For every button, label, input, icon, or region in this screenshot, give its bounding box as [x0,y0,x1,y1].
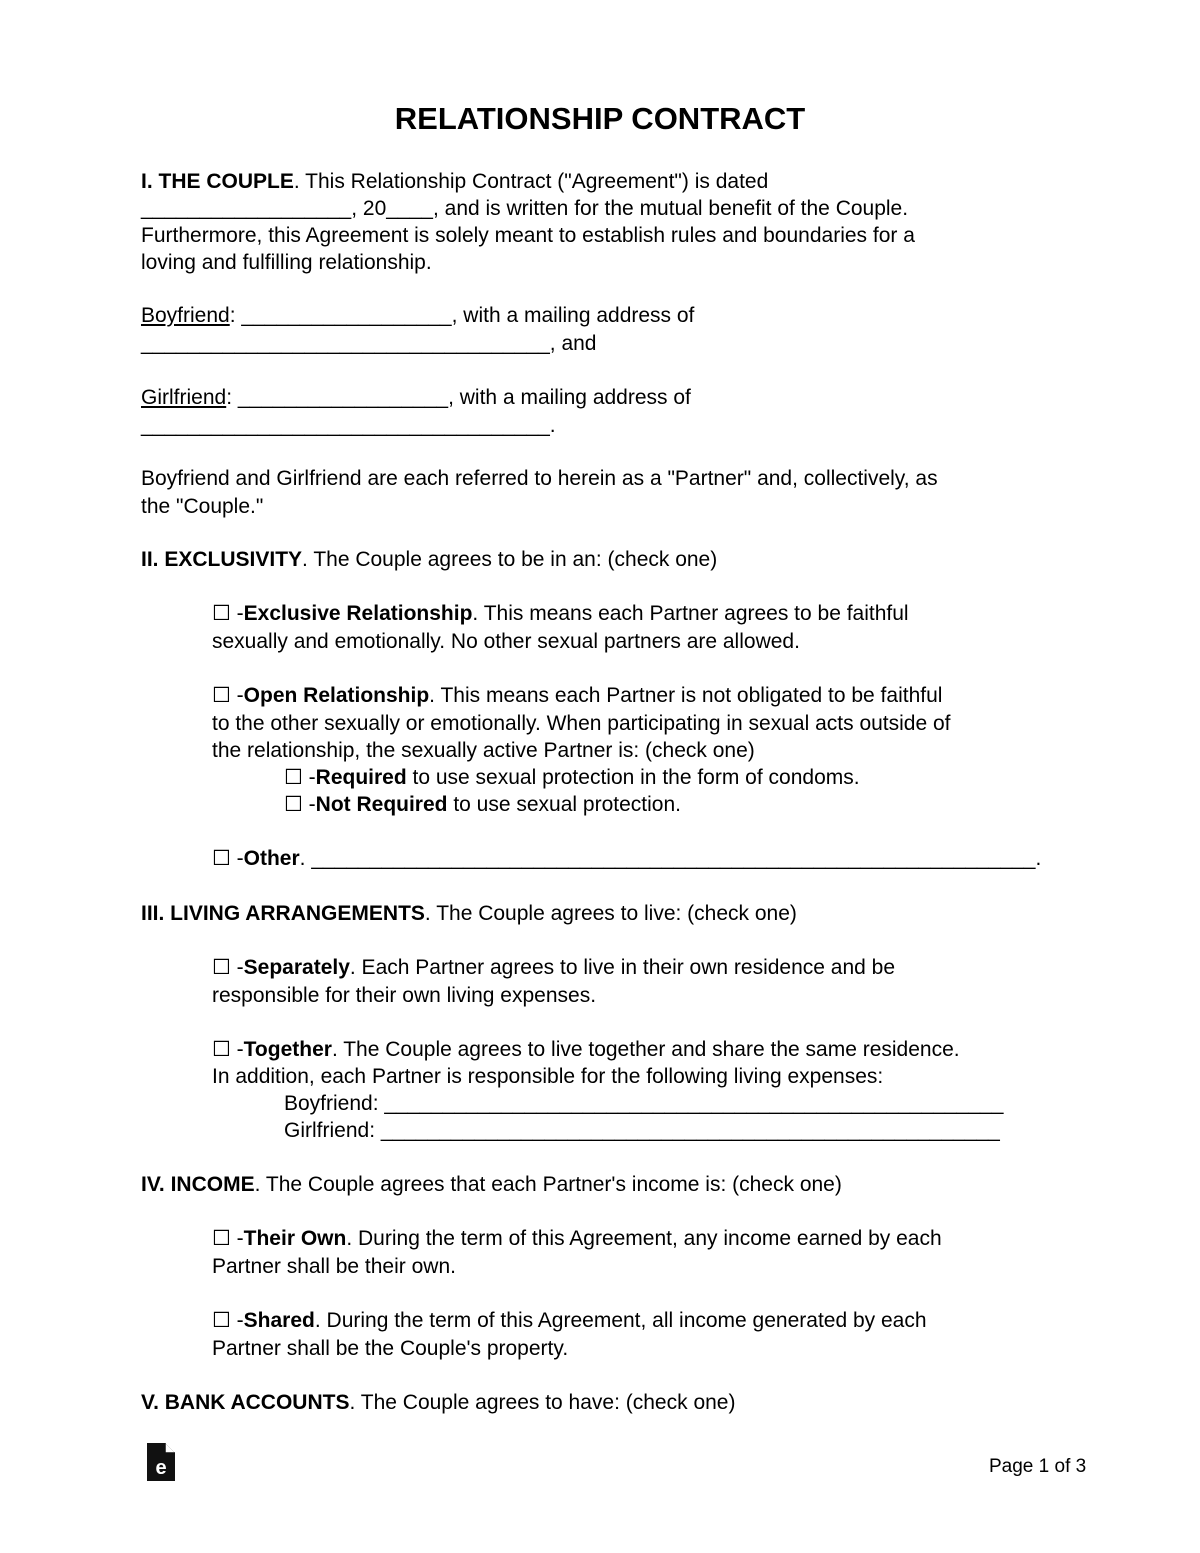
section-exclusivity: II. EXCLUSIVITY. The Couple agrees to be in an: (check one) [141,548,718,571]
girlfriend-label: Girlfriend [141,386,227,409]
option-open-relationship: ☐ -Open Relationship. This means each Partner is not obligated to be faithful to the other sexually or emotionally. When participating in sexual acts outside of the relationship, the sexually active Partner is: (check one) [212,684,951,762]
option-separately: ☐ -Separately. Each Partner agrees to live in their own residence and be responsible for their own living expenses. [212,956,896,1007]
checkbox[interactable]: ☐ - [212,602,244,625]
section-heading: V. BANK ACCOUNTS [141,1391,350,1414]
boyfriend-expenses-line: Boyfriend: _____________________________________________________ [284,1092,1004,1115]
boyfriend-label: Boyfriend [141,304,230,327]
section-heading: III. LIVING ARRANGEMENTS [141,902,425,925]
section-bank-accounts: V. BANK ACCOUNTS. The Couple agrees to have: (check one) [141,1391,736,1414]
boyfriend-field: Boyfriend: __________________, with a mailing address of ___________________________________, and [141,302,1061,357]
section-the-couple: I. THE COUPLE. This Relationship Contract ("Agreement") is dated __________________, 20____, and is written for the mutual benefit of the Couple. Furthermore, this Agreement is solely meant to establish rules and boundaries for a loving and fulfilling relationship. [141,168,1061,276]
checkbox[interactable]: ☐ - [284,793,316,816]
page-number: Page 1 of 3 [989,1456,1087,1477]
section-heading: IV. INCOME [141,1173,255,1196]
partners-definition: Boyfriend and Girlfriend are each referred to herein as a "Partner" and, collectively, as the "Couple." [141,467,938,518]
checkbox[interactable]: ☐ - [212,1038,244,1061]
checkbox[interactable]: ☐ - [212,1309,244,1332]
svg-text:e: e [155,1457,167,1479]
date-line: __________________, 20____, and is written for the mutual benefit of the Couple. [141,197,909,220]
option-not-required-protection: ☐ -Not Required to use sexual protection. [284,793,681,816]
option-other: ☐ -Other. ______________________________________________________________. [212,847,1042,870]
checkbox[interactable]: ☐ - [212,956,244,979]
section-heading: II. EXCLUSIVITY [141,548,303,571]
option-together: ☐ -Together. The Couple agrees to live together and share the same residence. In addition, each Partner is responsible for the following living expenses: [212,1038,960,1088]
together-expenses [284,1090,1084,1144]
section-income: IV. INCOME. The Couple agrees that each Partner's income is: (check one) [141,1173,842,1196]
girlfriend-expenses-line: Girlfriend: _____________________________________________________ [284,1119,1000,1142]
option-shared: ☐ -Shared. During the term of this Agreement, all income generated by each Partner shall be the Couple's property. [212,1309,927,1360]
checkbox[interactable]: ☐ - [284,766,316,789]
document-title: RELATIONSHIP CONTRACT [394,101,806,136]
option-required-protection: ☐ -Required to use sexual protection in the form of condoms. [284,766,860,789]
section-heading: I. THE COUPLE [141,170,294,193]
checkbox[interactable]: ☐ - [212,847,244,870]
girlfriend-address-line: ___________________________________. [141,414,556,437]
boyfriend-address-line: ___________________________________, and [141,332,597,355]
checkbox[interactable]: ☐ - [212,1227,244,1250]
option-their-own: ☐ -Their Own. During the term of this Agreement, any income earned by each Partner shall be their own. [212,1227,942,1278]
eforms-logo-icon [147,1443,175,1481]
section-living-arrangements: III. LIVING ARRANGEMENTS. The Couple agrees to live: (check one) [141,902,797,925]
option-exclusive-relationship: ☐ -Exclusive Relationship. This means each Partner agrees to be faithful sexually and emotionally. No other sexual partners are allowed. [212,602,909,653]
girlfriend-field: Girlfriend: __________________, with a mailing address of ___________________________________. [141,384,1061,439]
checkbox[interactable]: ☐ - [212,684,244,707]
